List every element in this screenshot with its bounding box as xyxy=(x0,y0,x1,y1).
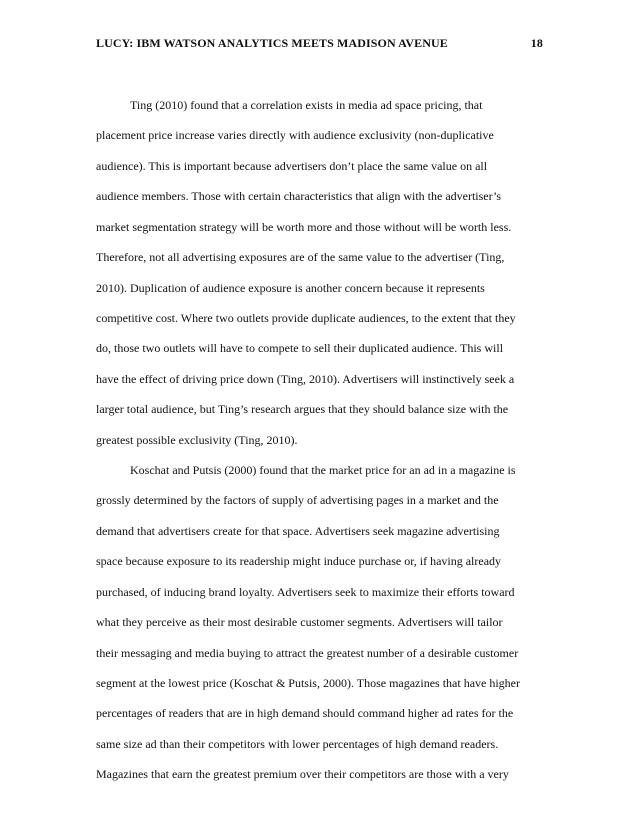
text-line: Magazines that earn the greatest premium over their competitors are those with a very xyxy=(96,767,509,782)
text-line: market segmentation strategy will be worth more and those without will be worth less. xyxy=(96,219,512,234)
text-line: what they perceive as their most desirable customer segments. Advertisers will tailor xyxy=(96,615,503,630)
text-line: space because exposure to its readership might induce purchase or, if having already xyxy=(96,554,502,569)
text-line: competitive cost. Where two outlets provide duplicate audiences, to the extent that they xyxy=(96,310,516,325)
text-line: segment at the lowest price (Koschat & Putsis, 2000). Those magazines that have higher xyxy=(96,676,521,691)
text-line: Ting (2010) found that a correlation exists in media ad space pricing, that xyxy=(130,98,483,112)
text-line: have the effect of driving price down (Ting, 2010). Advertisers will instinctively seek a xyxy=(96,371,515,386)
text-line: placement price increase varies directly with audience exclusivity (non-duplicative xyxy=(96,128,494,143)
text-line: do, those two outlets will have to compete to sell their duplicated audience. This will xyxy=(96,341,504,356)
body-text xyxy=(96,90,544,790)
running-head-title: LUCY: IBM WATSON ANALYTICS MEETS MADISON AVENUE xyxy=(96,36,448,50)
text-line: Koschat and Putsis (2000) found that the market price for an ad in a magazine is xyxy=(130,463,516,478)
text-line: their messaging and media buying to attract the greatest number of a desirable customer xyxy=(96,645,519,660)
text-line: 2010). Duplication of audience exposure is another concern because it represents xyxy=(96,280,485,295)
running-head xyxy=(96,36,543,54)
text-line: greatest possible exclusivity (Ting, 2010). xyxy=(96,432,298,447)
text-line: purchased, of inducing brand loyalty. Advertisers seek to maximize their efforts toward xyxy=(96,584,515,599)
text-line: larger total audience, but Ting’s research argues that they should balance size with the xyxy=(96,402,509,417)
text-line: percentages of readers that are in high demand should command higher ad rates for the xyxy=(96,706,514,721)
text-line: audience members. Those with certain characteristics that align with the advertiser’s xyxy=(96,189,502,204)
text-line: Therefore, not all advertising exposures are of the same value to the advertiser (Ting, xyxy=(96,250,505,265)
text-line: audience). This is important because advertisers don’t place the same value on all xyxy=(96,158,488,173)
page-number: 18 xyxy=(530,36,543,50)
text-line: demand that advertisers create for that space. Advertisers seek magazine advertising xyxy=(96,523,500,538)
text-line: same size ad than their competitors with lower percentages of high demand readers. xyxy=(96,736,499,751)
text-line: grossly determined by the factors of supply of advertising pages in a market and the xyxy=(96,493,499,508)
